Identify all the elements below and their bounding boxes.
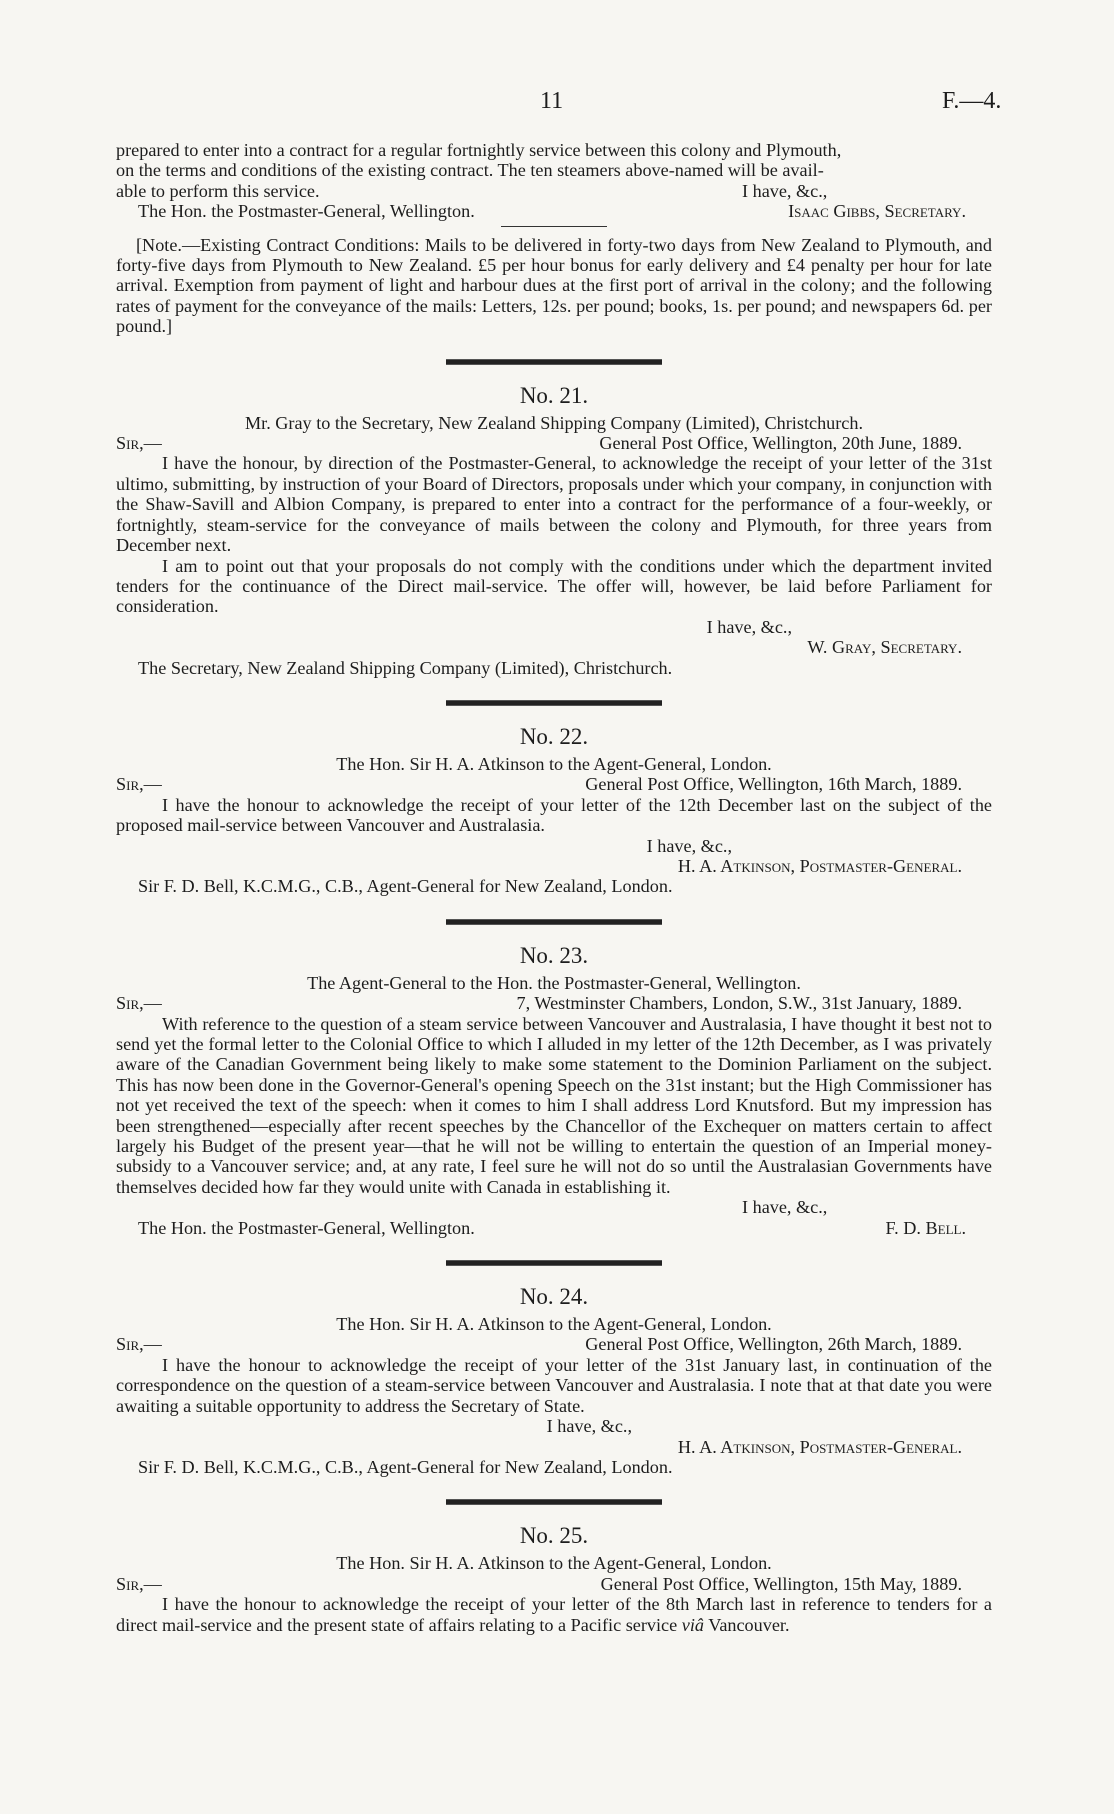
- section-divider: [446, 359, 662, 365]
- salutation: Sir,—: [116, 433, 162, 454]
- letter-signature: W. Gray, Secretary.: [807, 637, 962, 658]
- intro-line: on the terms and conditions of the existing contract. The ten steamers above-named will be avail-: [116, 160, 824, 181]
- letter-24: [116, 1284, 992, 1477]
- paragraph-end: Vancouver.: [703, 1614, 790, 1635]
- intro-letter-tail: [116, 140, 992, 222]
- section-divider: [446, 919, 662, 925]
- letter-number: No. 23.: [519, 942, 589, 968]
- letter-number: No. 22.: [519, 723, 589, 749]
- intro-line: prepared to enter into a contract for a regular fortnightly service between this colony and Plymouth,: [116, 140, 842, 160]
- letter-closing: I have, &c.,: [742, 1197, 828, 1218]
- letter-25: [116, 1523, 992, 1635]
- salutation-row: [116, 433, 992, 453]
- document-reference: F.—4.: [942, 88, 1002, 114]
- page-number: 11: [540, 88, 564, 114]
- salutation: Sir,—: [116, 1334, 162, 1355]
- letter-address: General Post Office, Wellington, 20th June, 1889.: [599, 433, 962, 454]
- letter-paragraph: I am to point out that your proposals do not comply with the conditions under which the department invited tenders for the continuance of the Direct mail-service. The offer will, however, be laid before Parliament for consideration.: [116, 555, 992, 617]
- intro-addressee: The Hon. the Postmaster-General, Wellington.: [138, 201, 475, 222]
- letter-heading: The Hon. Sir H. A. Atkinson to the Agent-General, London.: [336, 1553, 772, 1574]
- letter-address: General Post Office, Wellington, 16th March, 1889.: [585, 774, 962, 795]
- page-body: [116, 140, 992, 1635]
- salutation: Sir,—: [116, 1573, 162, 1594]
- letter-address: General Post Office, Wellington, 26th March, 1889.: [585, 1334, 962, 1355]
- letter-number: No. 21.: [519, 382, 589, 408]
- short-divider: [501, 226, 607, 227]
- letter-22: [116, 724, 992, 897]
- salutation-row: [116, 1574, 992, 1594]
- salutation-row: [116, 993, 992, 1013]
- section-divider: [446, 1260, 662, 1266]
- italic-word: viâ: [681, 1614, 704, 1635]
- paragraph-text: I have the honour to acknowledge the receipt of your letter of the 8th March last in reference to tenders for a direct mail-service and the present state of affairs relating to a Pacific service: [116, 1594, 992, 1635]
- letter-heading: The Hon. Sir H. A. Atkinson to the Agent-General, London.: [336, 753, 772, 774]
- intro-signature-row: [138, 201, 992, 221]
- letter-paragraph: I have the honour, by direction of the Postmaster-General, to acknowledge the receipt of your letter of the 31st ultimo, submitting, by instruction of your Board of Directors, proposals under which your company, in conjunction with the Shaw-Savill and Albion Company, is prepared to enter into a contract for the performance of a four-weekly, or fortnightly, steam-service for the conveyance of mails between the colony and Plymouth, for three years from December next.: [116, 453, 992, 556]
- section-divider: [446, 1499, 662, 1505]
- salutation: Sir,—: [116, 993, 162, 1014]
- letter-addressee: The Hon. the Postmaster-General, Wellington.: [138, 1217, 475, 1238]
- note-paragraph: [Note.—Existing Contract Conditions: Mails to be delivered in forty-two days from New Zealand to Plymouth, and forty-five days from Plymouth to New Zealand. £5 per hour bonus for early delivery and £4 penalty per hour for late arrival. Exemption from payment of light and harbour dues at the first port of arrival in the colony; and the following rates of payment for the conveyance of the mails: Letters, 12s. per pound; books, 1s. per pound; and newspapers 6d. per pound.]: [116, 234, 992, 337]
- letter-closing: I have, &c.,: [546, 1416, 632, 1437]
- letter-closing: I have, &c.,: [706, 616, 792, 637]
- letter-heading: The Agent-General to the Hon. the Postmaster-General, Wellington.: [307, 972, 801, 993]
- salutation-row: [116, 774, 992, 794]
- section-divider: [446, 700, 662, 706]
- intro-closing-row: [116, 181, 992, 201]
- intro-signature: Isaac Gibbs, Secretary.: [788, 201, 966, 222]
- letter-addressee: The Secretary, New Zealand Shipping Company (Limited), Christchurch.: [138, 657, 673, 678]
- signature-row: [138, 1218, 992, 1238]
- letter-21: [116, 383, 992, 678]
- letter-paragraph: I have the honour to acknowledge the receipt of your letter of the 31st January last, in continuation of the correspondence on the question of a steam-service between Vancouver and Australasia. I note that at that date you were awaiting a suitable opportunity to address the Secretary of State.: [116, 1354, 992, 1416]
- letter-addressee: Sir F. D. Bell, K.C.M.G., C.B., Agent-General for New Zealand, London.: [138, 876, 673, 897]
- letter-signature: H. A. Atkinson, Postmaster-General.: [677, 1436, 962, 1457]
- letter-number: No. 24.: [519, 1284, 589, 1310]
- letter-paragraph: [116, 1594, 992, 1635]
- letter-signature: F. D. Bell.: [885, 1217, 966, 1238]
- letter-signature: H. A. Atkinson, Postmaster-General.: [677, 855, 962, 876]
- letter-paragraph: I have the honour to acknowledge the receipt of your letter of the 12th December last on the subject of the proposed mail-service between Vancouver and Australasia.: [116, 794, 992, 836]
- letter-addressee: Sir F. D. Bell, K.C.M.G., C.B., Agent-General for New Zealand, London.: [138, 1456, 673, 1477]
- closing-row: [116, 1197, 992, 1217]
- intro-closing: I have, &c.,: [742, 180, 828, 201]
- salutation-row: [116, 1334, 992, 1354]
- letter-23: [116, 943, 992, 1238]
- salutation: Sir,—: [116, 774, 162, 795]
- letter-closing: I have, &c.,: [646, 835, 732, 856]
- letter-heading: The Hon. Sir H. A. Atkinson to the Agent-General, London.: [336, 1314, 772, 1335]
- letter-heading: Mr. Gray to the Secretary, New Zealand Shipping Company (Limited), Christchurch.: [244, 412, 864, 433]
- letter-address: General Post Office, Wellington, 15th May, 1889.: [600, 1573, 962, 1594]
- intro-line: able to perform this service.: [116, 180, 320, 201]
- letter-number: No. 25.: [519, 1523, 589, 1549]
- letter-address: 7, Westminster Chambers, London, S.W., 31st January, 1889.: [516, 993, 962, 1014]
- letter-paragraph: With reference to the question of a steam service between Vancouver and Australasia, I have thought it best not to send yet the formal letter to the Colonial Office to which I alluded in my letter of the 12th December, as I was privately aware of the Canadian Government being likely to make some statement to the Dominion Parliament on the subject. This has now been done in the Governor-General's opening Speech on the 31st instant; but the High Commissioner has not yet received the text of the speech: when it comes to him I shall address Lord Knutsford. But my impression has been strengthened—especially after recent speeches by the Chancellor of the Exchequer on matters certain to affect largely his Budget of the present year—that he will not be willing to entertain the question of an Imperial money-subsidy to a Vancouver service; and, at any rate, I feel sure he will not do so until the Australasian Governments have themselves decided how far they would unite with Canada in establishing it.: [116, 1013, 992, 1197]
